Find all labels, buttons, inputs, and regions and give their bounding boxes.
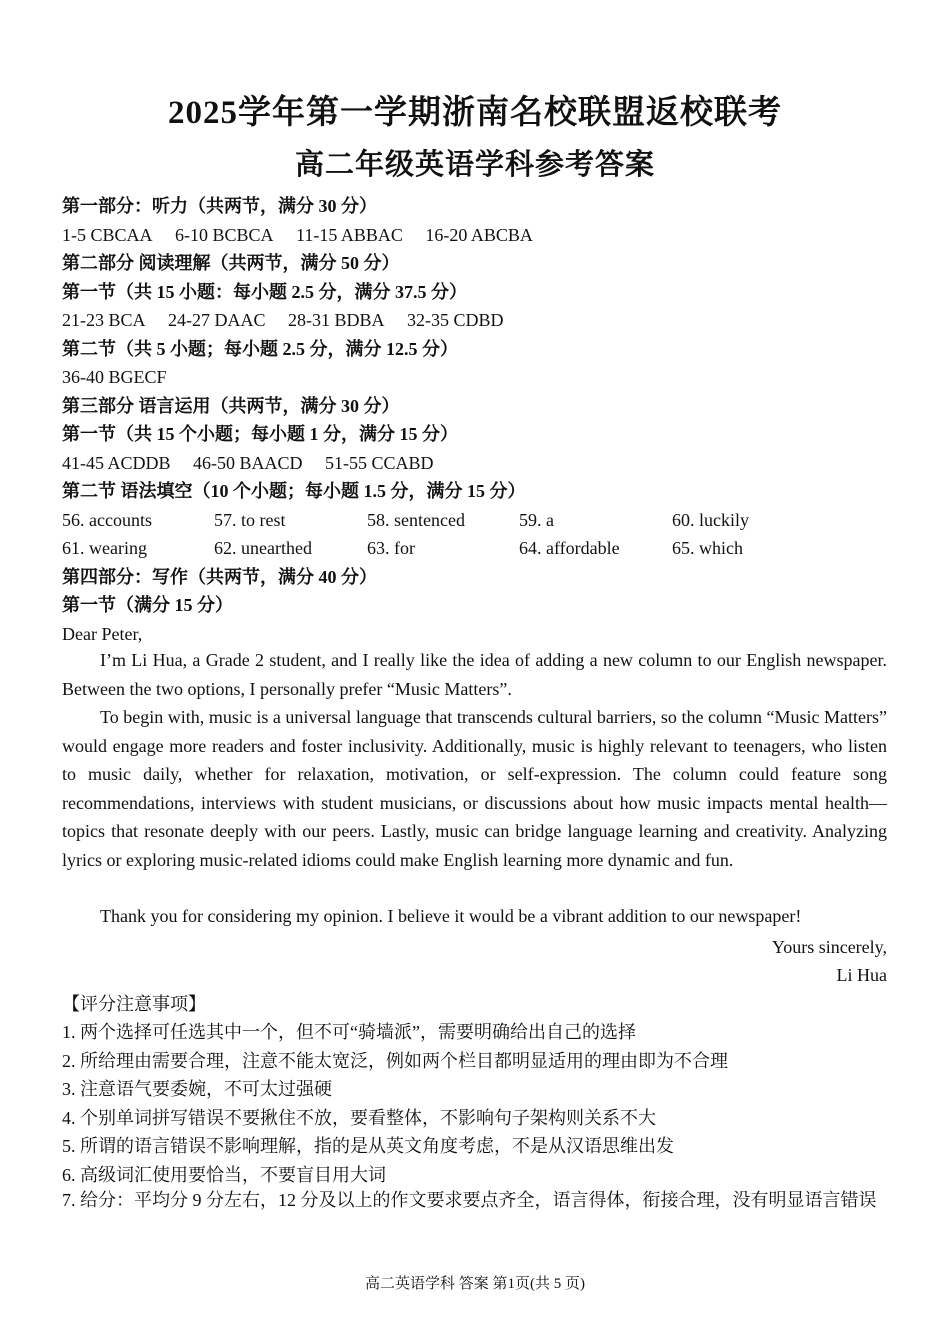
page-footer: 高二英语学科 答案 第1页(共 5 页)	[365, 1276, 585, 1292]
grading-note: 6. 高级词汇使用要恰当，不要盲目用大词	[62, 1165, 386, 1185]
grammar-answer: 56. accounts	[62, 510, 152, 530]
letter-paragraph-3: Thank you for considering my opinion. I believe it would be a vibrant addition to our newspaper!	[100, 906, 802, 926]
answer-group: 24-27 DAAC	[168, 310, 266, 330]
answer-group: 28-31 BDBA	[288, 310, 385, 330]
grading-note: 4. 个别单词拼写错误不要揪住不放，要看整体，不影响句子架构则关系不大	[62, 1108, 656, 1128]
answer-group: 21-23 BCA	[62, 310, 146, 330]
grammar-answer: 61. wearing	[62, 538, 147, 558]
grammar-answer: 65. which	[672, 538, 743, 558]
answer-group: 11-15 ABBAC	[296, 225, 403, 245]
grammar-answer: 59. a	[519, 510, 554, 530]
grading-note: 7. 给分：平均分 9 分左右，12 分及以上的作文要求要点齐全，语言得体，衔接合理，没有明显语言错误	[62, 1190, 877, 1210]
answer-group: 41-45 ACDDB	[62, 453, 171, 473]
letter-closing: Yours sincerely,	[772, 937, 887, 957]
part4-heading: 第四部分：写作（共两节，满分 40 分）	[62, 567, 377, 587]
part2-heading: 第二部分 阅读理解（共两节，满分 50 分）	[62, 253, 400, 273]
answer-group: 51-55 CCABD	[325, 453, 434, 473]
answer-group: 1-5 CBCAA	[62, 225, 153, 245]
letter-paragraph-1: I’m Li Hua, a Grade 2 student, and I really like the idea of adding a new column to our English newspaper. Between the two options, I personally prefer “Music Matters”.	[62, 650, 887, 699]
part2-section2-answers: 36-40 BGECF	[62, 367, 167, 387]
grading-note: 1. 两个选择可任选其中一个，但不可“骑墙派”，需要明确给出自己的选择	[62, 1022, 636, 1042]
grading-note: 2. 所给理由需要合理，注意不能太宽泛，例如两个栏目都明显适用的理由即为不合理	[62, 1051, 728, 1071]
part4-section1-heading: 第一节（满分 15 分）	[62, 595, 233, 615]
answer-group: 32-35 CDBD	[407, 310, 504, 330]
part1-heading: 第一部分：听力（共两节，满分 30 分）	[62, 196, 377, 216]
part3-section1-answers	[62, 451, 452, 475]
grading-note: 5. 所谓的语言错误不影响理解，指的是从英文角度考虑，不是从汉语思维出发	[62, 1136, 674, 1156]
page-subtitle: 高二年级英语学科参考答案	[294, 149, 655, 181]
letter-salutation: Dear Peter,	[62, 624, 143, 644]
grading-note: 3. 注意语气要委婉，不可太过强硬	[62, 1079, 332, 1099]
grammar-answer: 57. to rest	[214, 510, 286, 530]
part3-heading: 第三部分 语言运用（共两节，满分 30 分）	[62, 396, 400, 416]
part2-section1-answers	[62, 308, 522, 332]
grammar-answer: 60. luckily	[672, 510, 749, 530]
grammar-answer: 58. sentenced	[367, 510, 465, 530]
part3-section2-heading: 第二节 语法填空（10 个小题；每小题 1.5 分，满分 15 分）	[62, 481, 526, 501]
part2-section2-heading: 第二节（共 5 小题；每小题 2.5 分，满分 12.5 分）	[62, 339, 458, 359]
grammar-answer: 62. unearthed	[214, 538, 312, 558]
part3-section1-heading: 第一节（共 15 个小题；每小题 1 分，满分 15 分）	[62, 424, 458, 444]
part2-section1-heading: 第一节（共 15 小题：每小题 2.5 分，满分 37.5 分）	[62, 282, 467, 302]
answer-group: 16-20 ABCBA	[425, 225, 533, 245]
answer-group: 46-50 BAACD	[193, 453, 303, 473]
part1-answers	[62, 223, 551, 247]
letter-paragraph-2: To begin with, music is a universal language that transcends cultural barriers, so the column “Music Matters” would engage more readers and foster inclusivity. Additionally, music is highly relevant to teenagers, who listen to music daily, whether for relaxation, motivation, or self-expression. The column could feature song recommendations, interviews with student musicians, or discussions about how music impacts mental health—topics that resonate deeply with our peers. Lastly, music can bridge language learning and creativity. Analyzing lyrics or exploring music-related idioms could make English learning more dynamic and fun.	[62, 707, 887, 870]
letter-signature: Li Hua	[836, 965, 887, 985]
grammar-answer: 63. for	[367, 538, 415, 558]
grammar-answer: 64. affordable	[519, 538, 620, 558]
answer-group: 6-10 BCBCA	[175, 225, 274, 245]
grading-notes-heading: 【评分注意事项】	[62, 994, 206, 1014]
page-title: 2025学年第一学期浙南名校联盟返校联考	[168, 95, 782, 131]
